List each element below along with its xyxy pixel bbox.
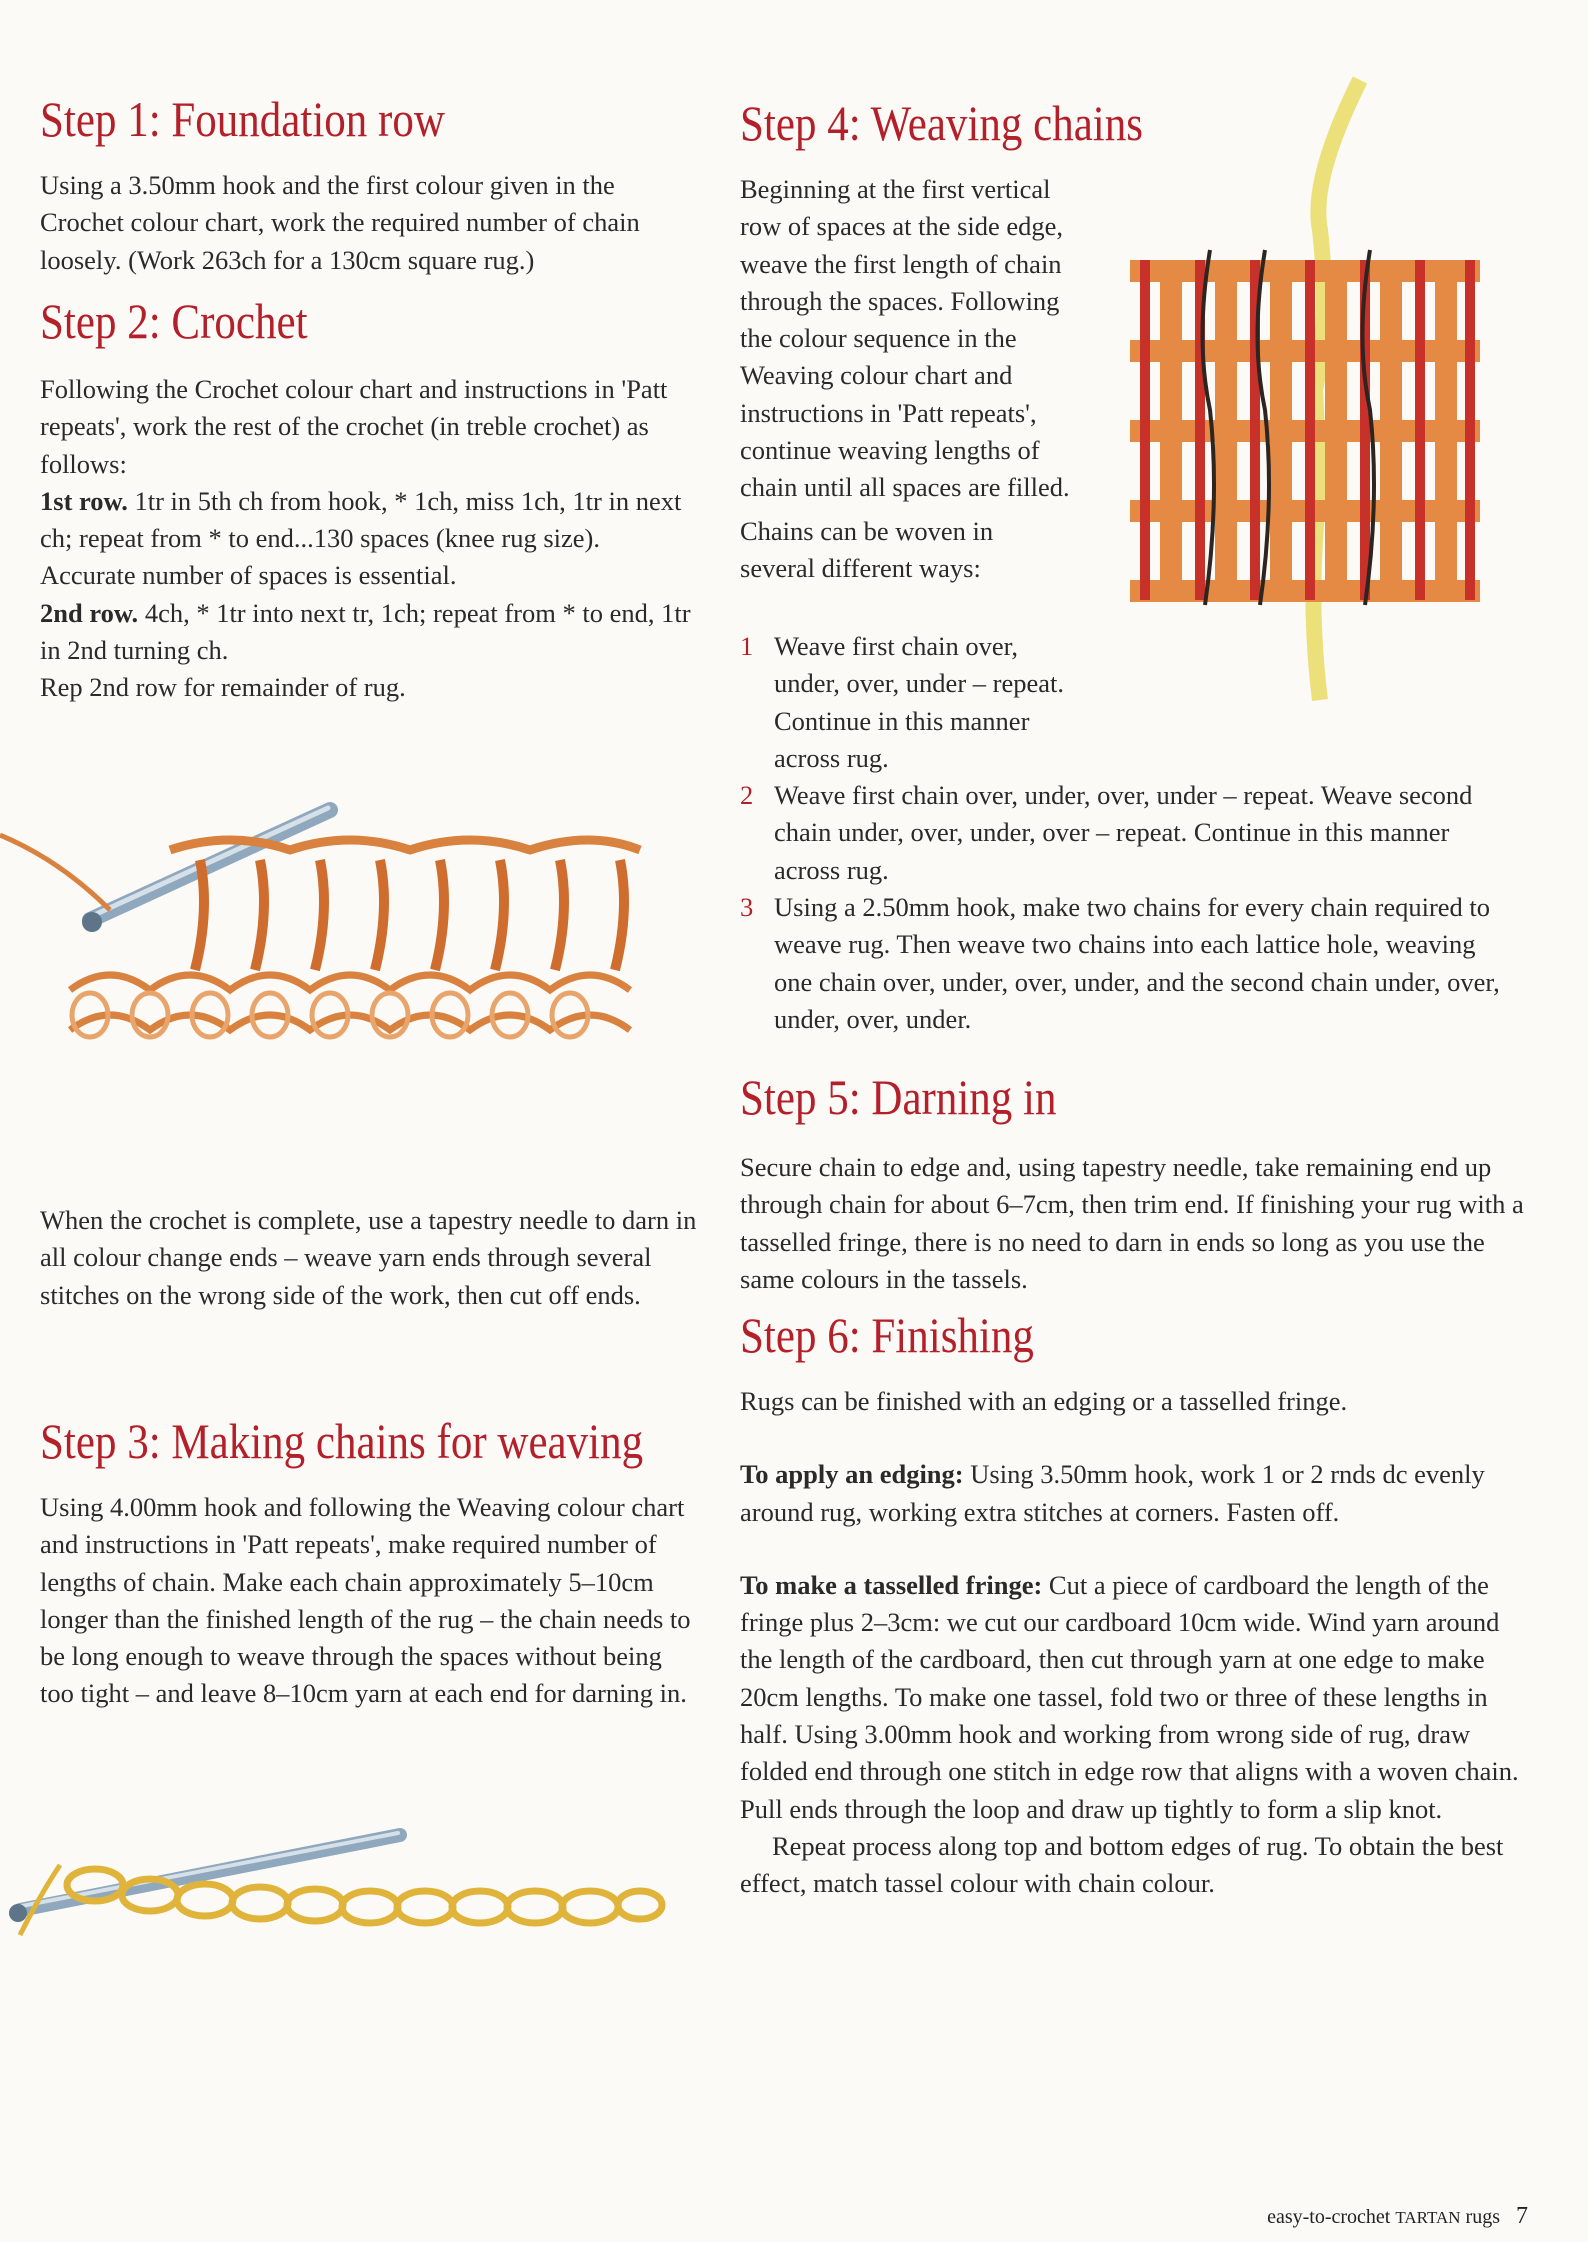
fringe-text: Cut a piece of cardboard the length of the fringe plus 2–3cm: we cut our cardboard 10cm wide. Wind yarn around the length of the cardboard, then cut through yarn at one edge to make 20cm lengths. To make one tassel, fold two or three of these lengths in half. Using 3.00mm hook and working from wrong side of rug, draw folded end through one stitch in edge row that aligns with a woven chain. Pull ends through the loop and draw up tightly to form a slip knot. xyxy=(740,1569,1519,1824)
step6-edging xyxy=(740,1456,1530,1531)
step3-body: Using 4.00mm hook and following the Weaving colour chart and instructions in 'Patt repeats', make required number of lengths of chain. Make each chain approximately 5–10cm longer than the finished length of the rug – the chain needs to be long enough to weave through the spaces without being too tight – and leave 8–10cm yarn at each end for darning in. xyxy=(40,1492,691,1709)
method-text: Weave first chain over, under, over, under – repeat. Weave second chain under, over, under, over – repeat. Continue in this manner across rug. xyxy=(774,780,1473,885)
row1-label: 1st row. xyxy=(40,485,128,516)
step2-rep: Rep 2nd row for remainder of rug. xyxy=(40,672,406,703)
weave-method-1 xyxy=(740,628,1084,777)
page-footer xyxy=(1267,2203,1528,2230)
method-number: 1 xyxy=(740,631,754,661)
treble-crochet-illustration xyxy=(0,790,680,1120)
edging-label: To apply an edging: xyxy=(740,1459,964,1490)
weave-method-2 xyxy=(740,777,1520,889)
crochet-complete-section xyxy=(40,1202,700,1314)
step1-section xyxy=(40,92,700,279)
step5-section xyxy=(740,1070,1530,1298)
method-number: 2 xyxy=(740,780,754,811)
step6-heading: Step 6: Finishing xyxy=(740,1307,1034,1363)
step3-section xyxy=(40,1414,700,1713)
step4-section xyxy=(740,95,1143,587)
fringe-label: To make a tasselled fringe: xyxy=(740,1569,1043,1600)
step4-heading: Step 4: Weaving chains xyxy=(740,95,1143,151)
step6-repeat: Repeat process along top and bottom edges of rug. To obtain the best effect, match tassel colour with chain colour. xyxy=(740,1830,1504,1899)
page-number: 7 xyxy=(1516,2203,1528,2229)
weave-methods-list xyxy=(740,628,1520,1038)
method-text: Weave first chain over, under, over, under – repeat. Continue in this manner across rug. xyxy=(774,631,1064,773)
step6-section xyxy=(740,1308,1530,1903)
method-number: 3 xyxy=(740,892,754,923)
footer-book-suffix: rugs xyxy=(1460,2206,1500,2228)
footer-book-prefix: easy-to-crochet xyxy=(1267,2206,1396,2228)
step1-body: Using a 3.50mm hook and the first colour given in the Crochet colour chart, work the required number of chain loosely. (Work 263ch for a 130cm square rug.) xyxy=(40,170,640,275)
step2-heading: Step 2: Crochet xyxy=(40,293,308,349)
step4-body: Beginning at the first vertical row of spaces at the side edge, weave the first length of chain through the spaces. Following the colour sequence in the Weaving colour chart and instructions in 'Patt repeats', continue weaving lengths of chain until all spaces are filled. xyxy=(740,174,1070,503)
step6-fringe xyxy=(740,1567,1530,1828)
edging-text: Using 3.50mm hook, work 1 or 2 rnds dc evenly around rug, working extra stitches at corners. Fasten off. xyxy=(740,1459,1485,1527)
method-text: Using a 2.50mm hook, make two chains for every chain required to weave rug. Then weave two chains into each lattice hole, weaving one chain over, under, over, under, and the second chain under, over, under, over, under. xyxy=(774,892,1500,1034)
row2-text: 4ch, * 1tr into next tr, 1ch; repeat from * to end, 1tr in 2nd turning ch. xyxy=(40,597,691,666)
step1-heading: Step 1: Foundation row xyxy=(40,91,445,147)
row1-text: 1tr in 5th ch from hook, * 1ch, miss 1ch, 1tr in next ch; repeat from * to end...130 spaces (knee rug size). Accurate number of spaces is essential. xyxy=(40,485,682,591)
footer-book-caps: TARTAN xyxy=(1395,2208,1461,2227)
chain-illustration xyxy=(0,1815,680,1975)
weaving-lattice-illustration xyxy=(1120,60,1480,720)
step5-body: Secure chain to edge and, using tapestry needle, take remaining end up through chain for about 6–7cm, then trim end. If finishing your rug with a tasselled fringe, there is no need to darn in ends so long as you use the same colours in the tassels. xyxy=(740,1152,1524,1294)
weave-method-3 xyxy=(740,889,1520,1038)
step3-heading: Step 3: Making chains for weaving xyxy=(40,1413,644,1469)
step4-ways-intro: Chains can be woven in several different ways: xyxy=(740,515,994,583)
step2-after: When the crochet is complete, use a tapestry needle to darn in all colour change ends – weave yarn ends through several stitches on the wrong side of the work, then cut off ends. xyxy=(40,1205,697,1310)
step2-intro: Following the Crochet colour chart and instructions in 'Patt repeats', work the rest of the crochet (in treble crochet) as follows: xyxy=(40,374,668,479)
step6-intro: Rugs can be finished with an edging or a tasselled fringe. xyxy=(740,1386,1348,1416)
step5-heading: Step 5: Darning in xyxy=(740,1069,1057,1125)
step2-row2 xyxy=(40,595,700,670)
step2-section xyxy=(40,294,700,707)
row2-label: 2nd row. xyxy=(40,597,139,628)
step2-row1 xyxy=(40,483,700,595)
